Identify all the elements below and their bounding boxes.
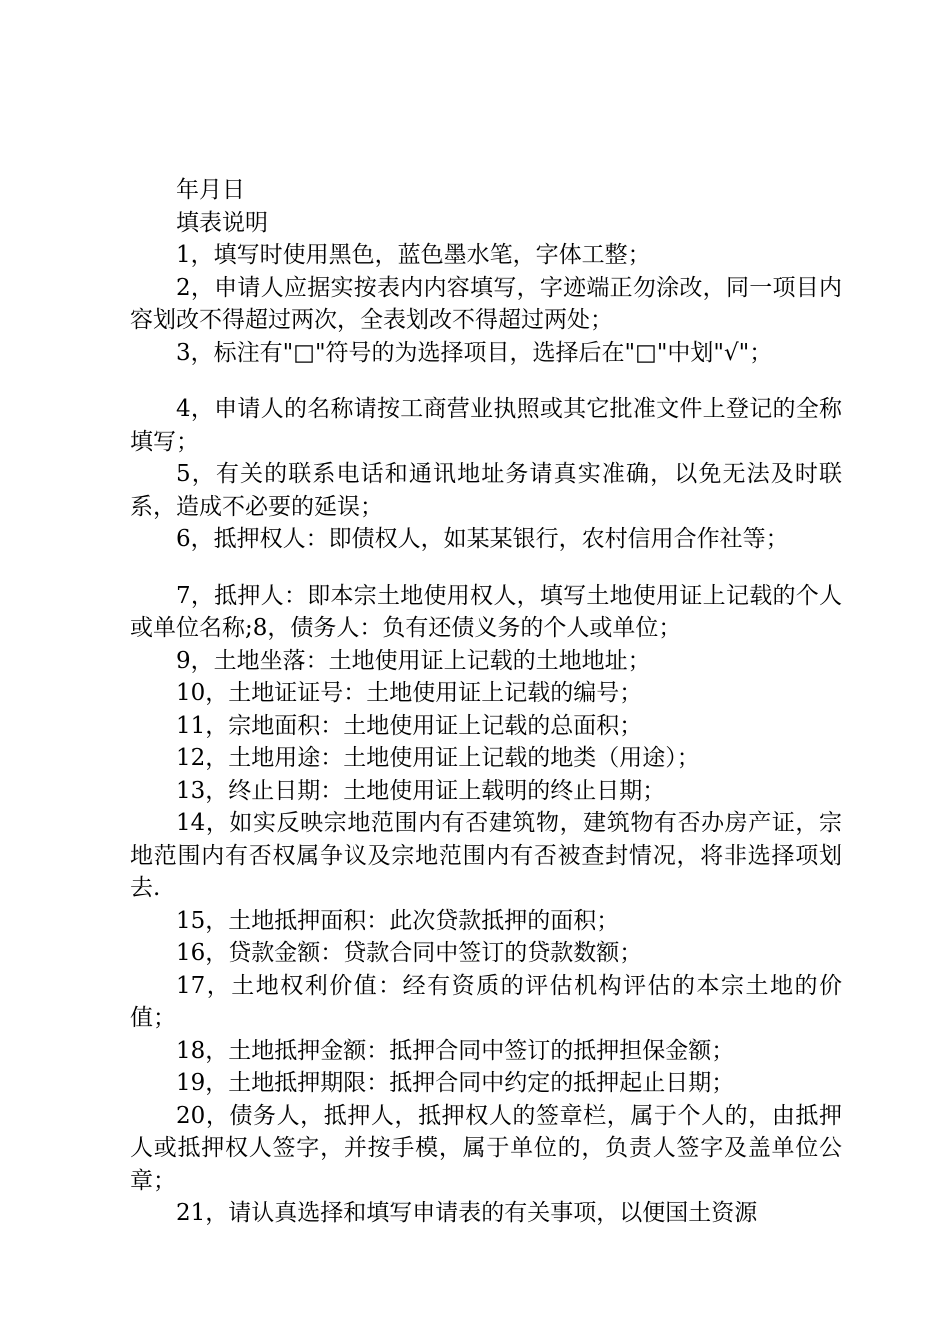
- instruction-item-4: 4，申请人的名称请按工商营业执照或其它批准文件上登记的全称填写；: [130, 396, 842, 455]
- instruction-item-2: 2，申请人应据实按表内内容填写，字迹端正勿涂改，同一项目内容划改不得超过两次，全表划改不得超过两处；: [130, 274, 842, 333]
- instruction-item-15: 15，土地抵押面积：此次贷款抵押的面积；: [176, 907, 620, 934]
- instruction-item-18: 18，土地抵押金额：抵押合同中签订的抵押担保金额；: [176, 1037, 735, 1064]
- instruction-item-5: 5，有关的联系电话和通讯地址务请真实准确，以免无法及时联系，造成不必要的延误；: [130, 461, 842, 520]
- instruction-item-11: 11，宗地面积：土地使用证上记载的总面积；: [176, 712, 643, 739]
- paragraph-gap: [130, 556, 842, 580]
- document-body: [130, 174, 842, 1230]
- instruction-item-10: 10，土地证证号：土地使用证上记载的编号；: [176, 680, 643, 706]
- instruction-item-7-8: 7，抵押人：即本宗土地使用权人，填写土地使用证上记载的个人或单位名称;8，债务人：负有还债义务的个人或单位；: [130, 582, 842, 641]
- instruction-item-12: 12，土地用途：土地使用证上记载的地类（用途）；: [176, 745, 700, 771]
- instruction-item-21: 21，请认真选择和填写申请表的有关事项，以便国土资源: [176, 1200, 758, 1226]
- instruction-item-20: 20，债务人，抵押人，抵押权人的签章栏，属于个人的，由抵押人或抵押权人签字，并按手模，属于单位的，负责人签字及盖单位公章；: [130, 1102, 842, 1194]
- instruction-item-1: 1，填写时使用黑色，蓝色墨水笔，字体工整；: [176, 242, 651, 268]
- paragraph-gap: [130, 369, 842, 393]
- section-heading: 填表说明: [176, 209, 268, 236]
- instruction-item-13: 13，终止日期：土地使用证上载明的终止日期；: [176, 777, 666, 804]
- instruction-item-16: 16，贷款金额：贷款合同中签订的贷款数额；: [176, 940, 643, 966]
- instruction-item-3: 3，标注有"□"符号的为选择项目，选择后在"□"中划"√"；: [176, 339, 773, 366]
- instruction-item-17: 17，土地权利价值：经有资质的评估机构评估的本宗土地的价值；: [130, 972, 842, 1031]
- instruction-item-9: 9，土地坐落：土地使用证上记载的土地地址；: [176, 647, 651, 674]
- instruction-item-14: 14，如实反映宗地范围内有否建筑物，建筑物有否办房产证，宗地范围内有否权属争议及宗地范围内有否被查封情况，将非选择项划去.: [130, 810, 842, 901]
- instruction-item-6: 6，抵押权人：即债权人，如某某银行，农村信用合作社等；: [176, 526, 789, 552]
- date-line: 年月日: [176, 177, 245, 203]
- instruction-item-19: 19，土地抵押期限：抵押合同中约定的抵押起止日期；: [176, 1070, 735, 1096]
